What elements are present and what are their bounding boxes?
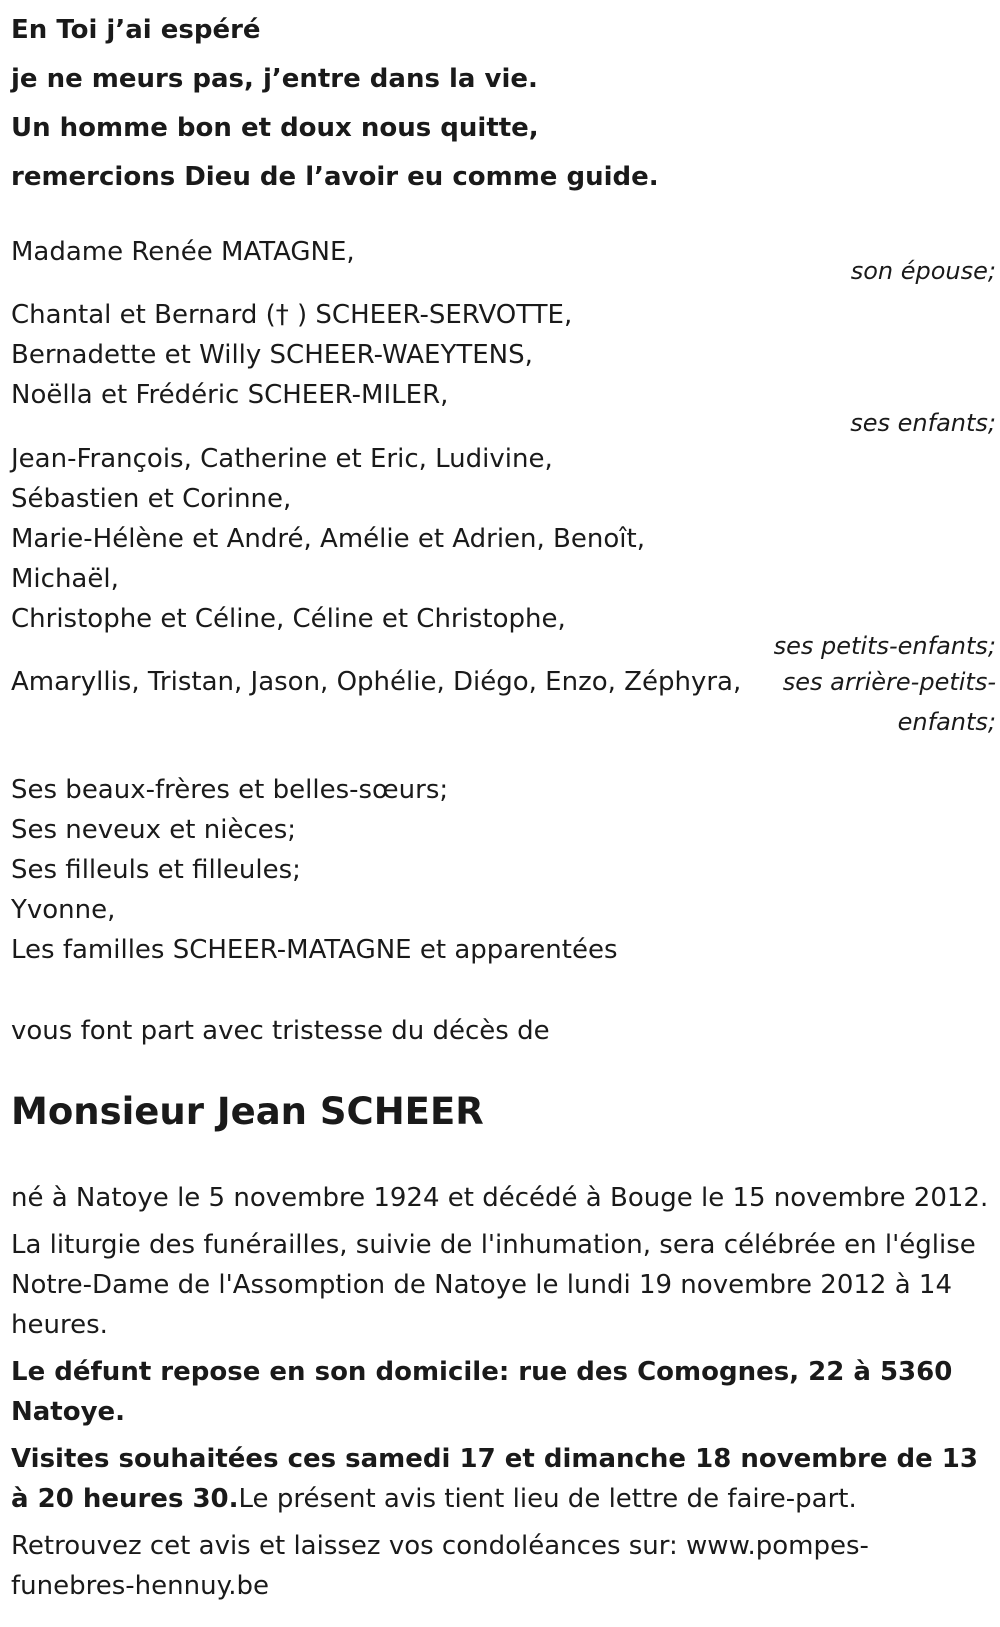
spouse-relation: son épouse; xyxy=(850,257,996,285)
relation-line: enfants; xyxy=(897,708,996,736)
relation-line: ses arrière-petits- xyxy=(782,668,996,696)
relative-line: Yvonne, xyxy=(11,895,116,925)
grandchild-name: Christophe et Céline, Céline et Christophe, xyxy=(11,604,566,634)
verse-line: je ne meurs pas, j’entre dans la vie. xyxy=(11,64,538,94)
family-list xyxy=(11,232,996,970)
child-name: Noëlla et Frédéric SCHEER-MILER, xyxy=(11,380,449,410)
spouse-name: Madame Renée MATAGNE, xyxy=(11,237,355,267)
verse xyxy=(11,6,996,202)
great-grandchildren-group xyxy=(11,662,996,770)
child-name: Chantal et Bernard († ) SCHEER-SERVOTTE, xyxy=(11,300,573,330)
verse-line: Un homme bon et doux nous quitte, xyxy=(11,113,539,143)
notice-statement: Le présent avis tient lieu de lettre de faire-part. xyxy=(238,1484,857,1514)
other-relatives xyxy=(11,770,996,970)
funeral-liturgy: La liturgie des funérailles, suivie de l'inhumation, sera célébrée en l'église Notre-Dame de l'Assomption de Natoye le lundi 19 novembre 2012 à 14 heures. xyxy=(11,1230,976,1340)
grandchildren-relation: ses petits-enfants; xyxy=(773,632,996,660)
grandchild-name: Michaël, xyxy=(11,564,119,594)
verse-line: En Toi j’ai espéré xyxy=(11,15,261,45)
verse-line: remercions Dieu de l’avoir eu comme guide. xyxy=(11,162,659,192)
deceased-name: Monsieur Jean SCHEER xyxy=(11,1090,484,1133)
grandchild-name: Sébastien et Corinne, xyxy=(11,484,292,514)
grandchild-name: Jean-François, Catherine et Eric, Ludivine, xyxy=(11,444,553,474)
announcement-intro: vous font part avec tristesse du décès de xyxy=(11,1016,550,1046)
visiting-hours-bold: Visites souhaitées ces samedi 17 et dimanche 18 novembre de 13 à 20 heures 30. xyxy=(11,1444,978,1514)
birth-death-dates: né à Natoye le 5 novembre 1924 et décédé à Bouge le 15 novembre 2012. xyxy=(11,1183,989,1213)
child-name: Bernadette et Willy SCHEER-WAEYTENS, xyxy=(11,340,533,370)
relative-line: Ses filleuls et filleules; xyxy=(11,855,301,885)
spouse-group xyxy=(11,232,996,295)
visiting-hours xyxy=(11,1439,991,1519)
relative-line: Ses beaux-frères et belles-sœurs; xyxy=(11,775,449,805)
online-condolences: Retrouvez cet avis et laissez vos condoléances sur: www.pompes-funebres-hennuy.be xyxy=(11,1531,869,1601)
relative-line: Les familles SCHEER-MATAGNE et apparentées xyxy=(11,935,618,965)
relative-line: Ses neveux et nièces; xyxy=(11,815,297,845)
grandchild-name: Marie-Hélène et André, Amélie et Adrien, Benoît, xyxy=(11,524,645,554)
children-group xyxy=(11,295,996,439)
great-grandchildren-relation xyxy=(736,662,996,742)
obituary-notice xyxy=(11,0,996,1606)
great-grandchild-names: Amaryllis, Tristan, Jason, Ophélie, Diégo, Enzo, Zéphyra, xyxy=(11,667,742,697)
grandchildren-group xyxy=(11,439,996,662)
children-relation: ses enfants; xyxy=(850,409,996,437)
resting-place: Le défunt repose en son domicile: rue des Comognes, 22 à 5360 Natoye. xyxy=(11,1357,953,1427)
